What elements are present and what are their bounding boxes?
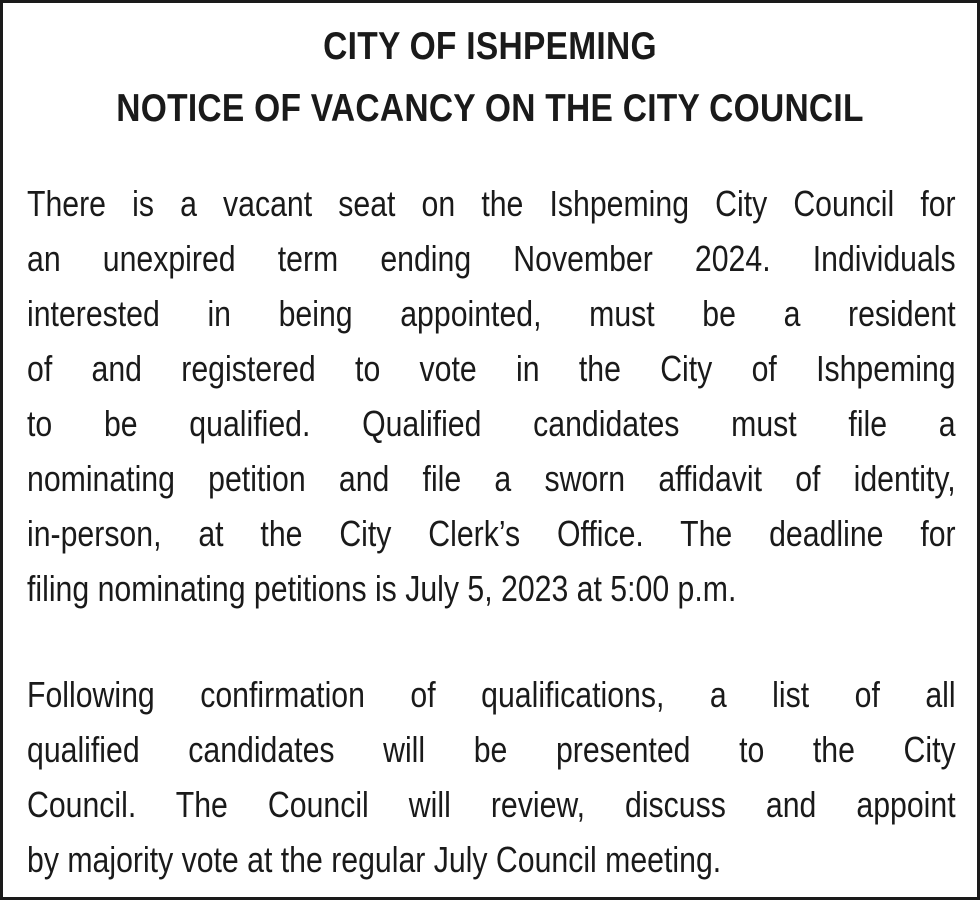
vacancy-details-paragraph	[27, 176, 956, 616]
paragraph-line: filing nominating petitions is July 5, 2023 at 5:00 p.m.	[27, 568, 737, 609]
paragraph-line: qualified candidates will be presented to the City	[27, 729, 956, 770]
paragraph-line: interested in being appointed, must be a resident	[27, 293, 956, 334]
paragraph-line: Council. The Council will review, discuss and appoint	[27, 784, 956, 825]
paragraph-line: by majority vote at the regular July Council meeting.	[27, 839, 722, 880]
paragraph-line: to be qualified. Qualified candidates must file a	[27, 403, 956, 444]
paragraph-line: of and registered to vote in the City of Ishpeming	[27, 348, 956, 389]
paragraph-line: There is a vacant seat on the Ishpeming City Council for	[27, 183, 956, 224]
paragraph-line: Following confirmation of qualifications, a list of all	[27, 674, 956, 715]
paragraph-line: nominating petition and file a sworn affidavit of identity,	[27, 458, 956, 499]
paragraph-line: in-person, at the City Clerk’s Office. The deadline for	[27, 513, 956, 554]
notice-subtitle: NOTICE OF VACANCY ON THE CITY COUNCIL	[116, 87, 864, 130]
appointment-process-paragraph	[27, 667, 956, 887]
notice-title: CITY OF ISHPEMING	[323, 25, 657, 68]
paragraph-line: an unexpired term ending November 2024. Individuals	[27, 238, 956, 279]
